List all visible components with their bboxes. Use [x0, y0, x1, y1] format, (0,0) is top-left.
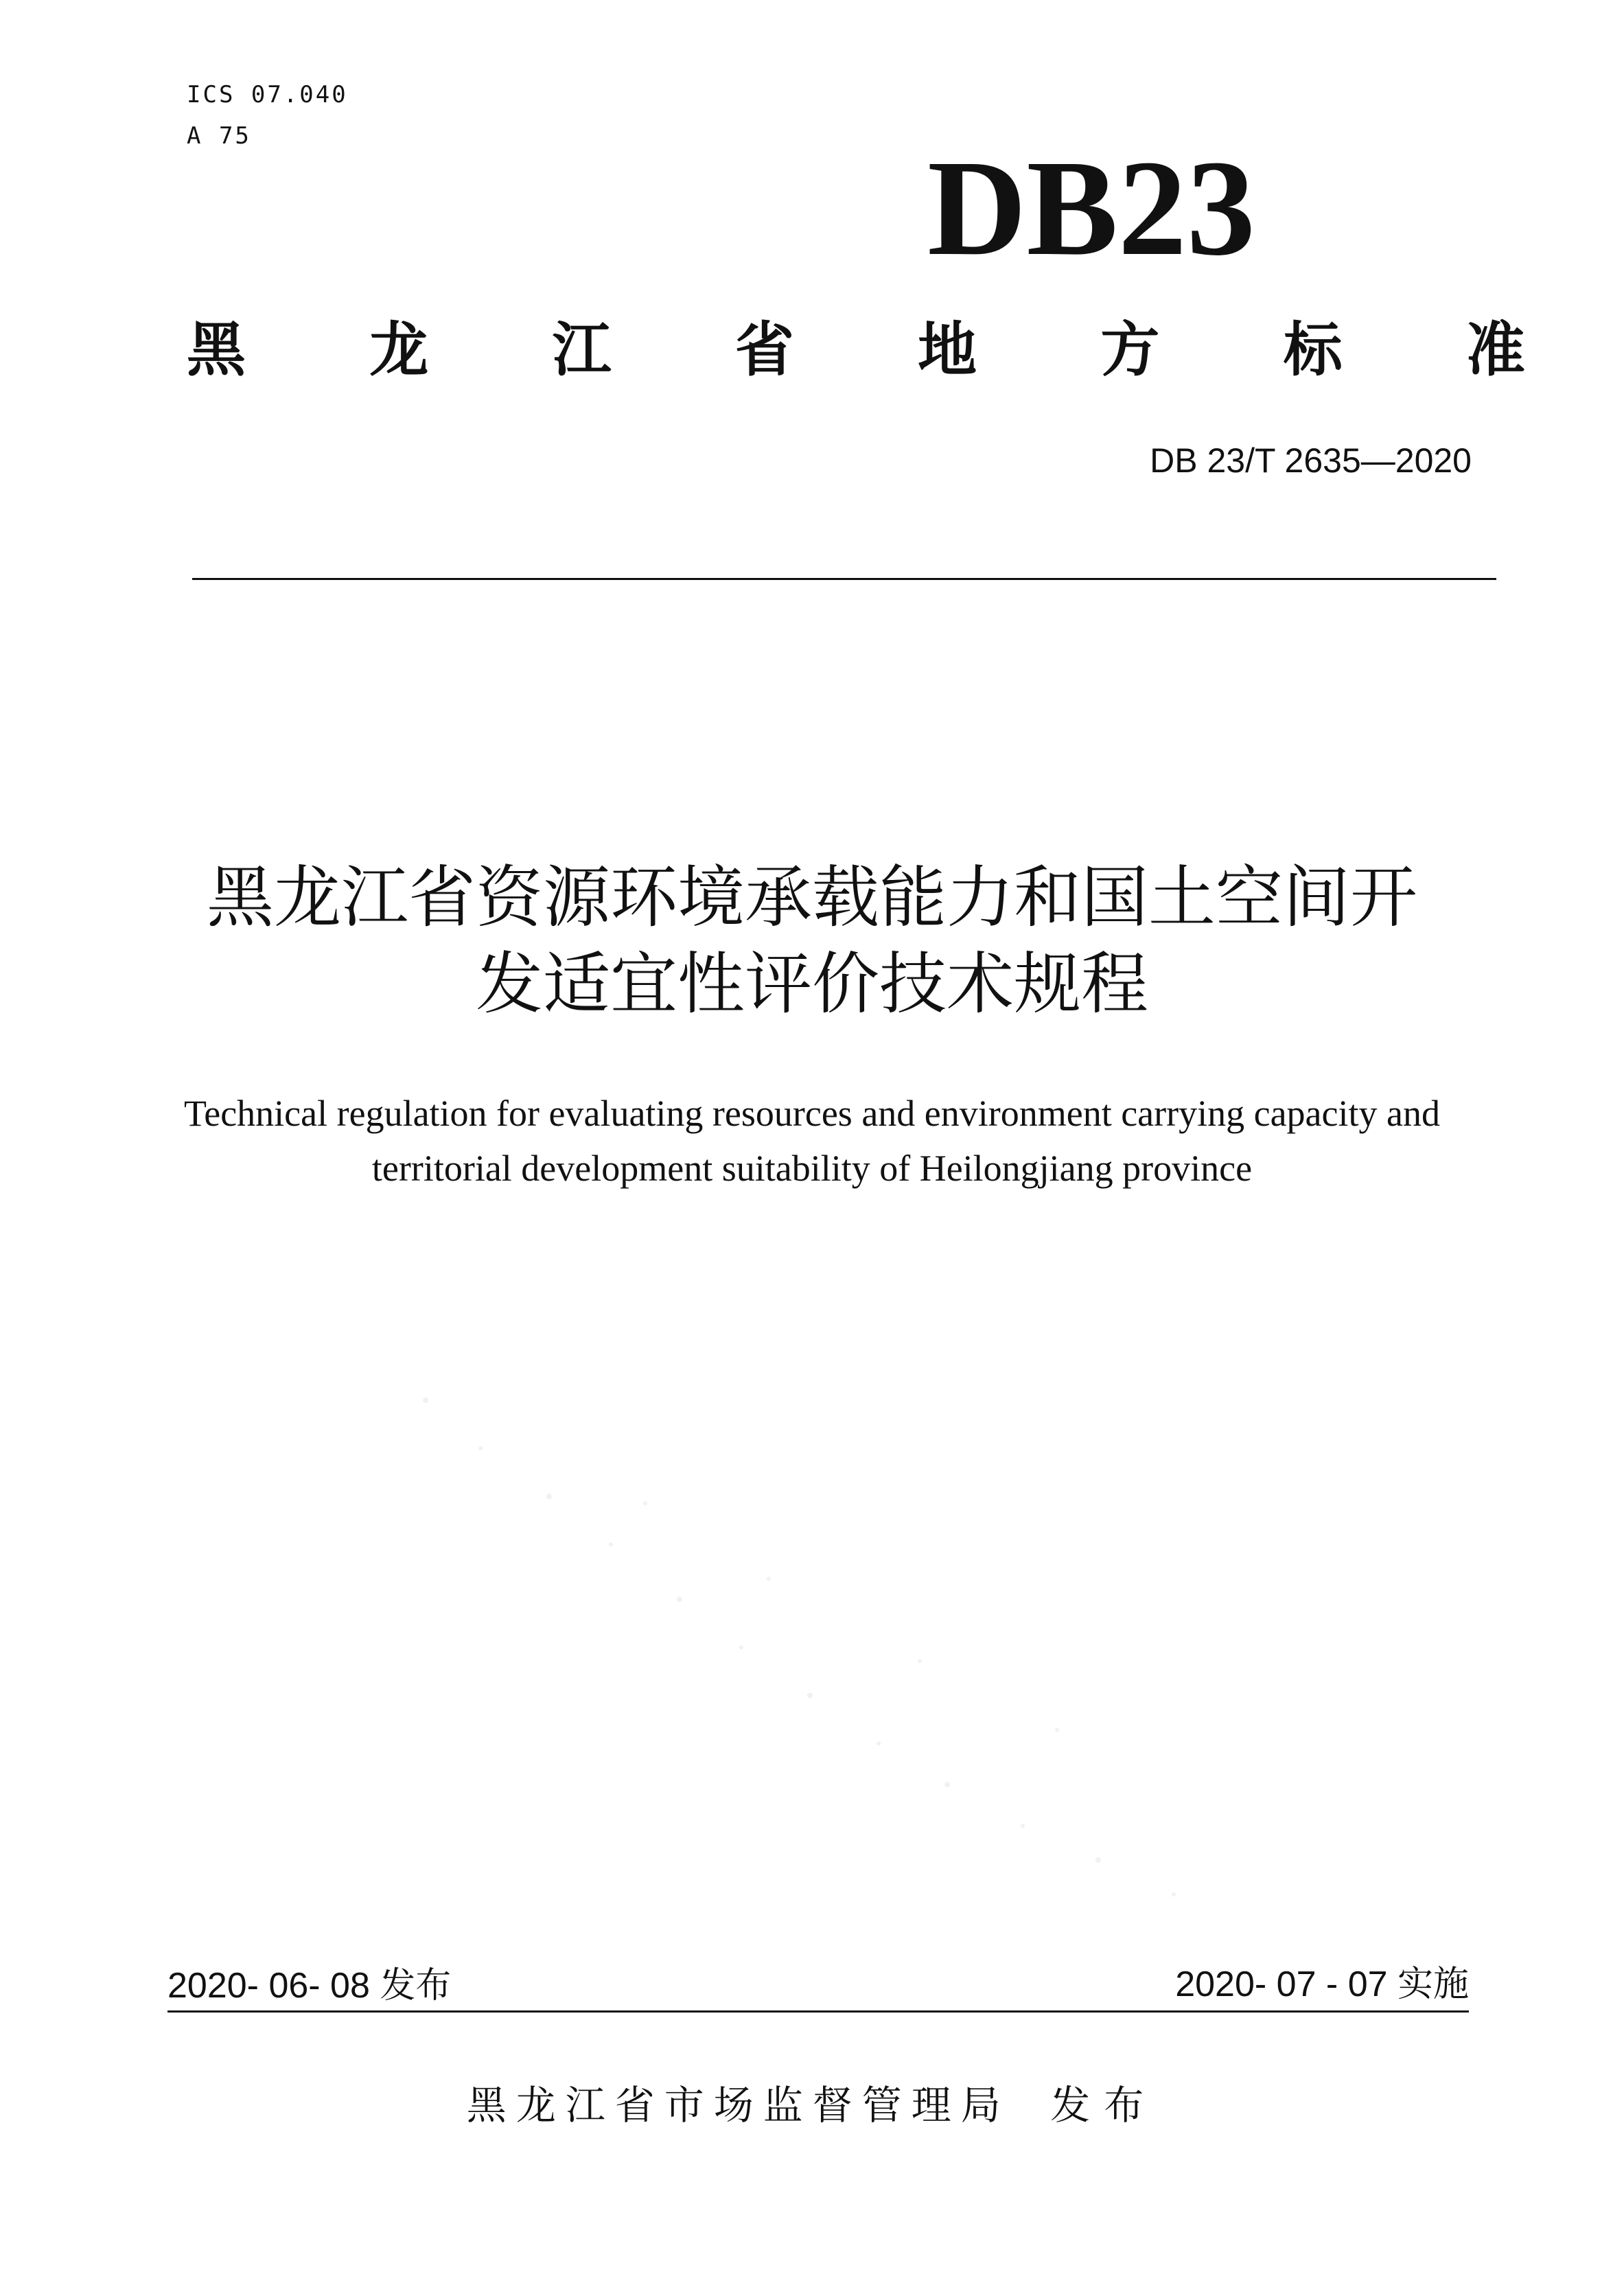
title-chinese-line-2: 发适宜性评价技术规程	[475, 945, 1148, 1023]
standard-type-char: 龙	[369, 316, 429, 384]
standard-type-char: 地	[918, 316, 977, 384]
ccs-code: A 75	[187, 122, 251, 150]
title-chinese	[124, 855, 1500, 1028]
title-chinese-line-1: 黑龙江省资源环境承载能力和国土空间开	[206, 859, 1417, 937]
standard-number: DB 23/T 2635—2020	[1150, 441, 1472, 480]
publisher-line	[0, 2073, 1624, 2131]
publisher-verb: 发布	[1050, 2082, 1158, 2129]
standard-type-char: 标	[1283, 316, 1343, 384]
title-english-line-1: Technical regulation for evaluating resources and environment carrying capacity and	[184, 1093, 1440, 1134]
standard-type-char: 省	[734, 316, 794, 384]
standard-type-char: 方	[1100, 316, 1160, 384]
standard-type-heading	[187, 316, 1525, 384]
title-english-line-2: territorial development suitability of Heilongjiang province	[371, 1148, 1253, 1189]
standard-type-char: 江	[552, 316, 612, 384]
standard-type-char: 准	[1465, 316, 1525, 384]
publisher-name: 黑龙江省市场监督管理局	[466, 2082, 1010, 2129]
db23-logo-text: DB23	[927, 144, 1255, 275]
bottom-divider	[167, 2010, 1469, 2013]
top-divider	[192, 578, 1496, 580]
title-english	[124, 1086, 1500, 1196]
implementation-date: 2020- 07 - 07 实施	[1175, 1964, 1469, 2004]
standard-type-char: 黑	[187, 316, 246, 384]
ics-code: ICS 07.040	[187, 81, 348, 108]
issue-date: 2020- 06- 08 发布	[167, 1966, 452, 2006]
db23-logo	[885, 144, 1297, 275]
faint-watermark-dots	[384, 1373, 1277, 1936]
